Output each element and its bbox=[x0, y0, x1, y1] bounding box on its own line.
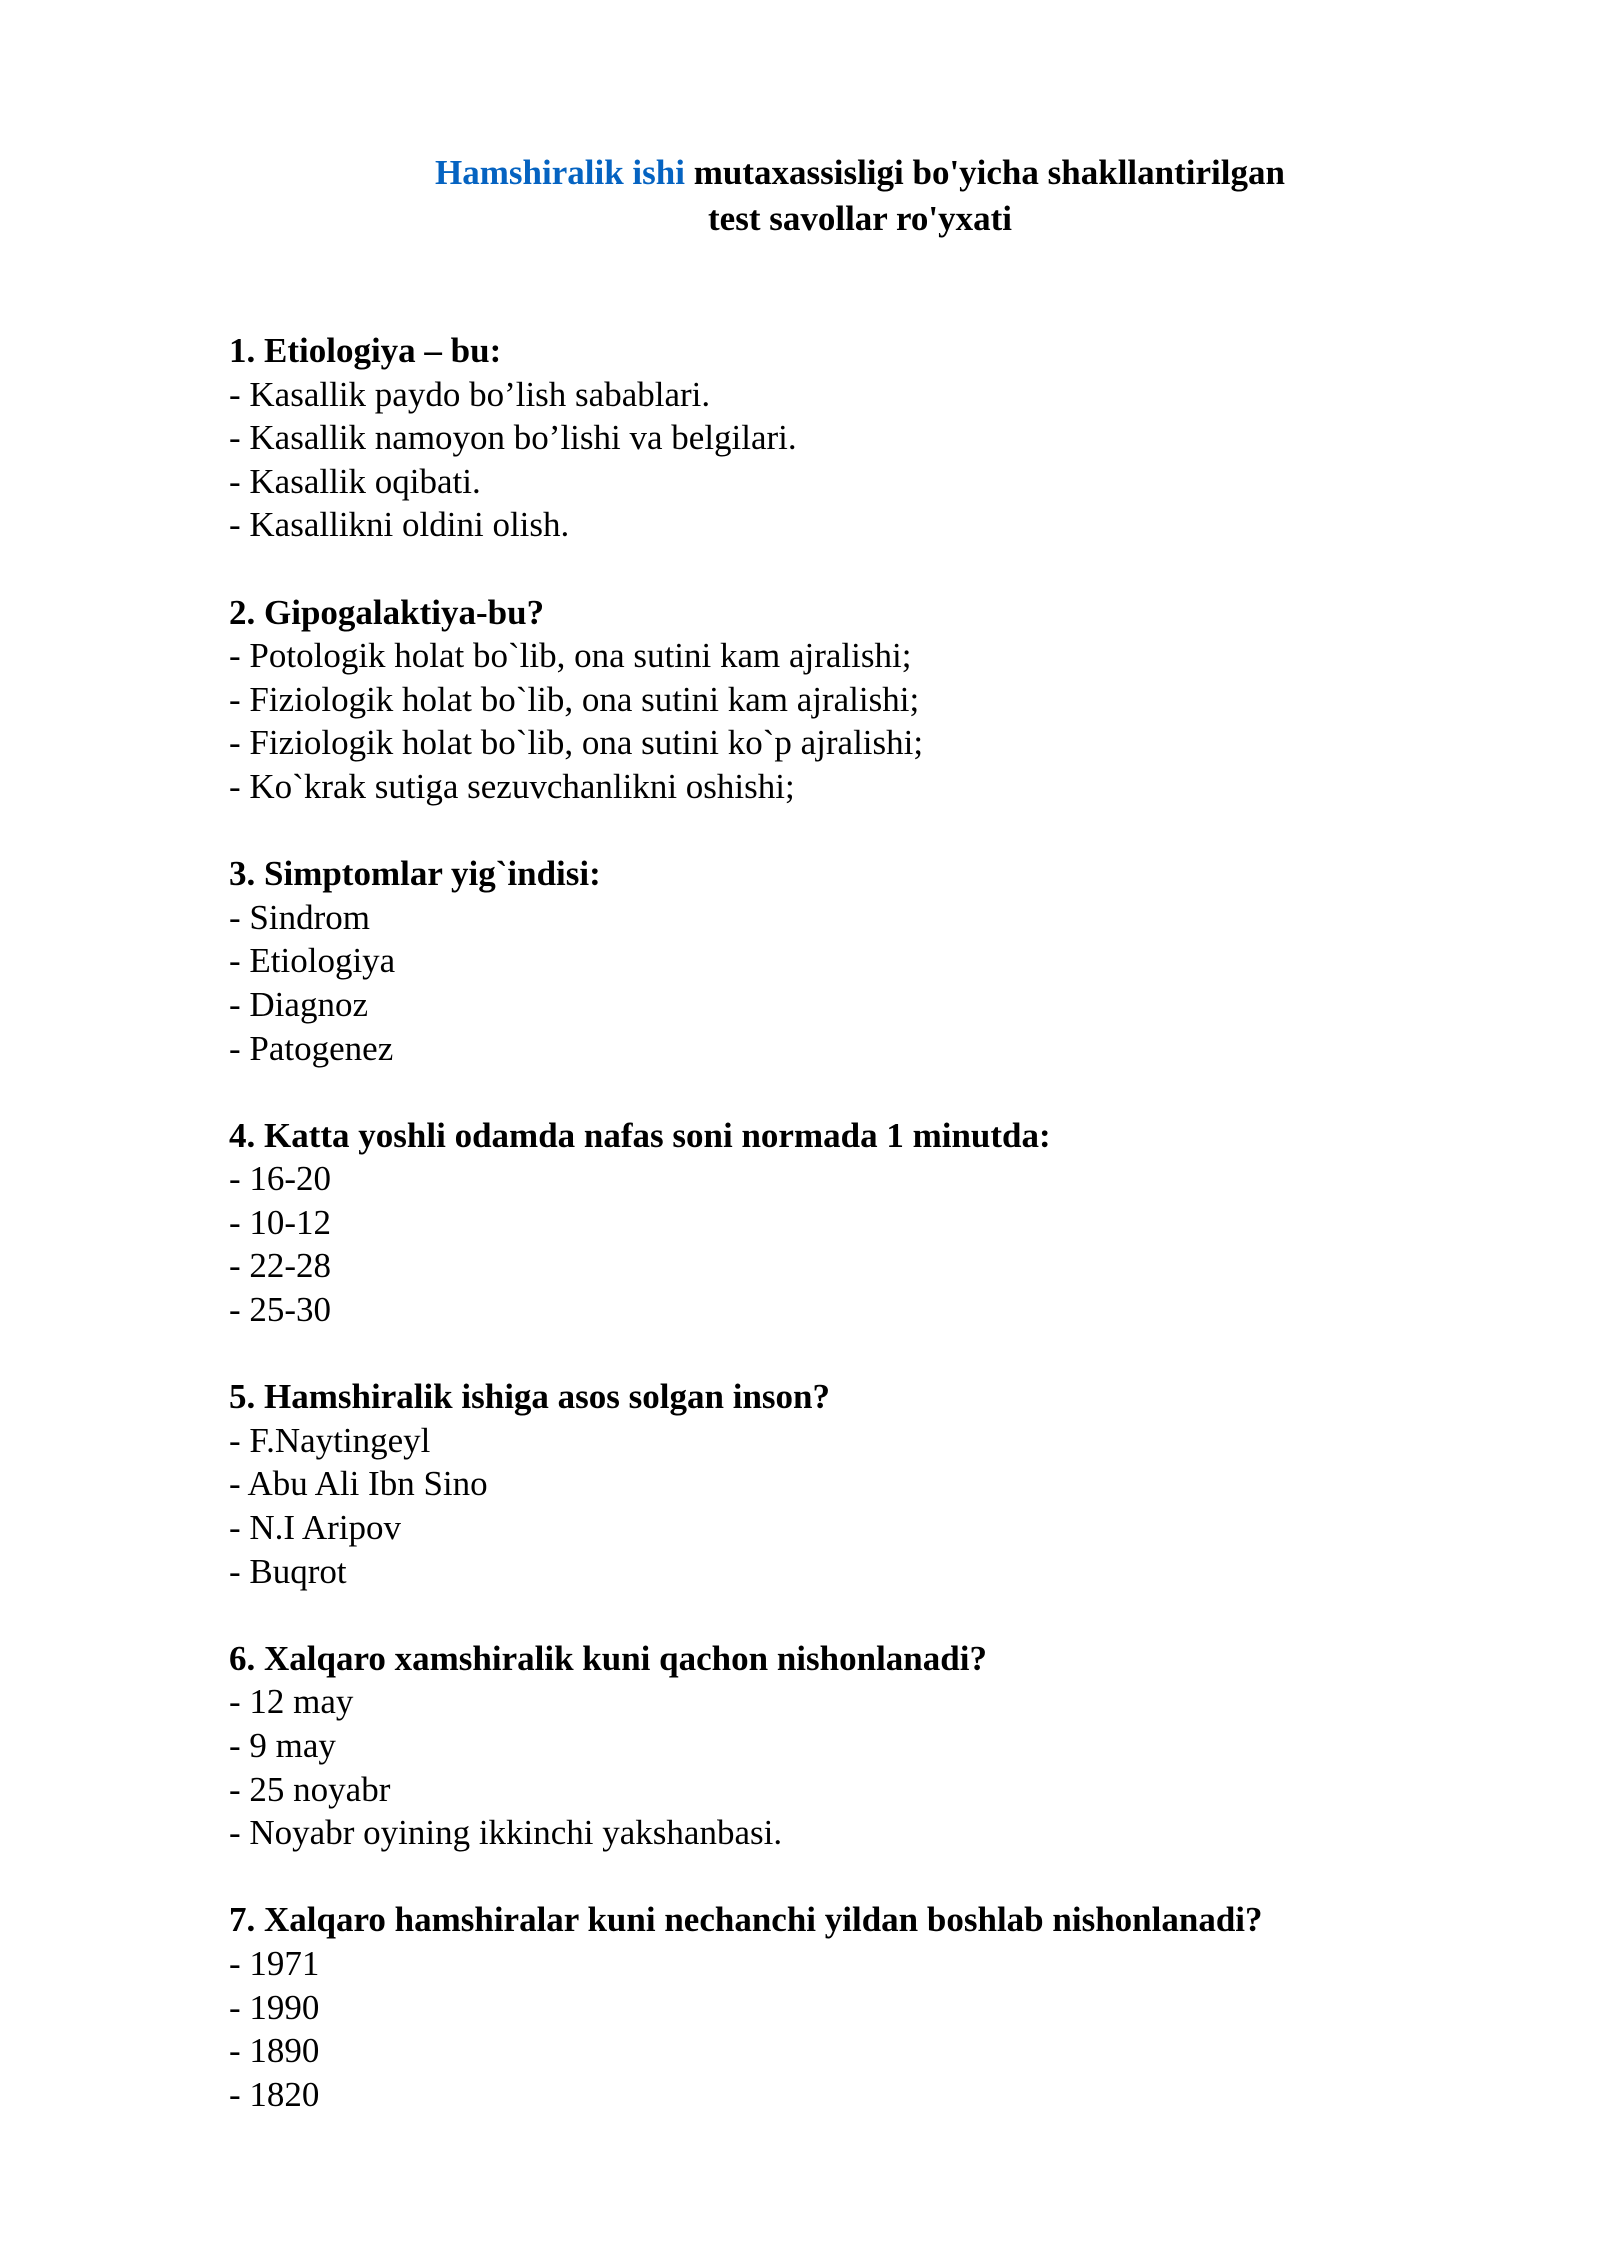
answer-option: - Potologik holat bo`lib, ona sutini kam ajralishi; bbox=[229, 636, 912, 676]
answer-option: - Fiziologik holat bo`lib, ona sutini kam ajralishi; bbox=[229, 679, 920, 719]
answer-option: - Abu Ali Ibn Sino bbox=[229, 1464, 488, 1504]
question-title: 4. Katta yoshli odamda nafas soni normada 1 minutda: bbox=[229, 1115, 1051, 1155]
answer-option: - Ko`krak sutiga sezuvchanlikni oshishi; bbox=[229, 766, 795, 806]
answer-option: - 22-28 bbox=[229, 1246, 332, 1286]
question-6 bbox=[229, 1637, 1529, 1855]
answer-option: - 10-12 bbox=[229, 1202, 332, 1242]
question-title: 1. Etiologiya – bu: bbox=[229, 331, 502, 370]
answer-option: - 1971 bbox=[229, 1943, 320, 1983]
answer-option: - 1820 bbox=[229, 2074, 320, 2114]
question-3 bbox=[229, 852, 1529, 1070]
question-title: 2. Gipogalaktiya-bu? bbox=[229, 592, 545, 632]
answer-option: - 9 may bbox=[229, 1726, 336, 1765]
answer-option: - Kasallik paydo bo’lish sabablari. bbox=[229, 374, 711, 414]
question-title: 7. Xalqaro hamshiralar kuni nechanchi yildan boshlab nishonlanadi? bbox=[229, 1900, 1263, 1940]
answer-option: - Kasallik oqibati. bbox=[229, 461, 481, 501]
question-7 bbox=[229, 1898, 1529, 2116]
title-accent: Hamshiralik ishi bbox=[435, 153, 685, 192]
answer-option: - 16-20 bbox=[229, 1159, 332, 1199]
answer-option: - F.Naytingeyl bbox=[229, 1420, 431, 1460]
title-line-2: test savollar ro'yxati bbox=[708, 199, 1012, 238]
question-title: 5. Hamshiralik ishiga asos solgan inson? bbox=[229, 1377, 830, 1417]
answer-option: - Sindrom bbox=[229, 897, 370, 937]
answer-option: - Kasallikni oldini olish. bbox=[229, 505, 570, 545]
answer-option: - 1990 bbox=[229, 1987, 320, 2027]
answer-option: - 25-30 bbox=[229, 1290, 332, 1330]
answer-option: - Buqrot bbox=[229, 1551, 347, 1591]
answer-option: - 12 may bbox=[229, 1682, 354, 1722]
answer-option: - Noyabr oyining ikkinchi yakshanbasi. bbox=[229, 1813, 783, 1853]
answer-option: - Diagnoz bbox=[229, 984, 368, 1024]
answer-option: - 25 noyabr bbox=[229, 1769, 391, 1809]
document-title bbox=[0, 150, 1600, 242]
title-rest: mutaxassisligi bo'yicha shakllantirilgan bbox=[684, 153, 1285, 192]
answer-option: - Fiziologik holat bo`lib, ona sutini ko`p ajralishi; bbox=[229, 723, 924, 763]
question-1 bbox=[229, 329, 1529, 547]
answer-option: - Patogenez bbox=[229, 1028, 394, 1068]
question-2 bbox=[229, 591, 1529, 809]
question-list bbox=[229, 329, 1529, 2160]
question-4 bbox=[229, 1114, 1529, 1332]
answer-option: - 1890 bbox=[229, 2031, 320, 2071]
question-title: 3. Simptomlar yig`indisi: bbox=[229, 854, 601, 894]
answer-option: - Kasallik namoyon bo’lishi va belgilari. bbox=[229, 418, 797, 458]
question-5 bbox=[229, 1375, 1529, 1593]
answer-option: - N.I Aripov bbox=[229, 1508, 402, 1548]
question-title: 6. Xalqaro xamshiralik kuni qachon nishonlanadi? bbox=[229, 1638, 987, 1678]
title-line-1 bbox=[0, 150, 1600, 196]
answer-option: - Etiologiya bbox=[229, 941, 396, 981]
